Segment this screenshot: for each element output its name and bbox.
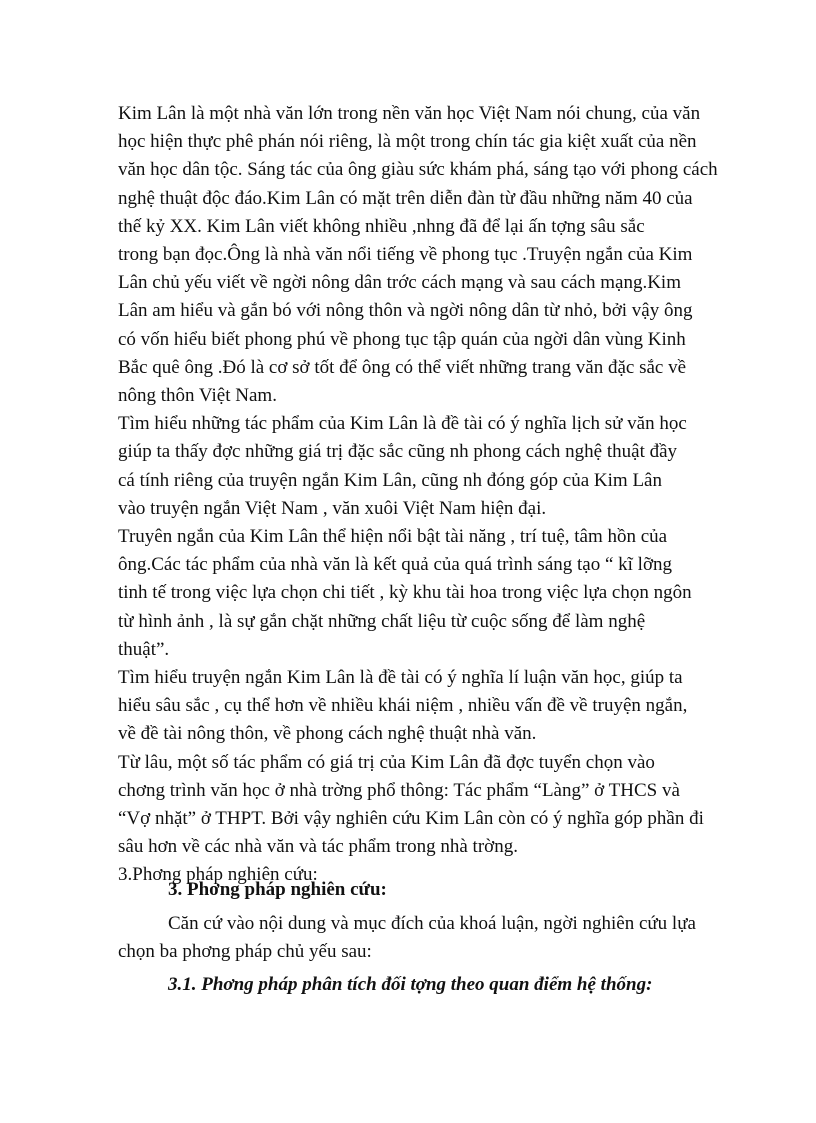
text-line: sâu hơn về các nhà văn và tác phẩm trong nhà trờng. [118,836,518,858]
text-line: “Vợ nhặt” ở THPT. Bởi vậy nghiên cứu Kim Lân còn có ý nghĩa góp phần đi [118,808,704,830]
text-line: Từ lâu, một số tác phẩm có giá trị của Kim Lân đã đợc tuyển chọn vào [118,751,655,773]
text-line: vào truyện ngắn Việt Nam , văn xuôi Việt Nam hiện đại. [118,497,547,519]
text-line: Bắc quê ông .Đó là cơ sở tốt để ông có thể viết những trang văn đặc sắc về [118,356,687,378]
text-line: thuật”. [118,638,170,660]
text-line: tinh tế trong việc lựa chọn chi tiết , kỳ khu tài hoa trong việc lựa chọn ngôn [118,582,692,604]
paragraph-talent [118,523,718,664]
section-heading: 3. Phơng pháp nghiên cứu: [168,879,387,900]
text-line: có vốn hiểu biết phong phú về phong tục tập quán của ngời dân vùng Kinh [118,328,686,350]
body-text [118,100,718,890]
text-line: chơng trình văn học ở nhà trờng phổ thông: Tác phẩm “Làng” ở THCS và [118,779,680,801]
text-line: Kim Lân là một nhà văn lớn trong nền văn học Việt Nam nói chung, của văn [118,103,701,124]
text-line: chọn ba phơng pháp chủ yếu sau: [118,941,372,963]
text-line: từ hình ảnh , là sự gắn chặt những chất liệu từ cuộc sống để làm nghệ [118,610,646,632]
text-line: cá tính riêng của truyện ngắn Kim Lân, cũng nh đóng góp của Kim Lân [118,469,662,491]
text-line: về đề tài nông thôn, về phong cách nghệ thuật nhà văn. [118,723,537,745]
text-line: hiểu sâu sắc , cụ thể hơn về nhiều khái niệm , nhiều vấn đề về truyện ngắn, [118,695,688,717]
paragraph-curriculum [118,749,718,862]
paragraph-theoretical-significance [118,664,718,749]
text-line: Căn cứ vào nội dung và mục đích của khoá luận, ngời nghiên cứu lựa [168,913,696,934]
paragraph-historical-significance [118,410,718,523]
text-line: Lân am hiểu và gắn bó với nông thôn và ngời nông dân từ nhỏ, bởi vậy ông [118,300,693,322]
text-line: giúp ta thấy đợc những giá trị đặc sắc cũng nh phong cách nghệ thuật đầy [118,441,678,463]
text-line: Lân chủ yếu viết về ngời nông dân trớc cách mạng và sau cách mạng.Kim [118,272,681,294]
paragraph-introduction [118,100,718,410]
text-line: Truyên ngắn của Kim Lân thể hiện nổi bật tài năng , trí tuệ, tâm hồn của [118,526,668,548]
text-line: ông.Các tác phẩm của nhà văn là kết quả của quá trình sáng tạo “ kĩ lỡng [118,554,672,576]
text-line: Tìm hiểu những tác phẩm của Kim Lân là đề tài có ý nghĩa lịch sử văn học [118,413,687,435]
text-line: thế kỷ XX. Kim Lân viết không nhiều ,nhng đã để lại ấn tợng sâu sắc [118,215,645,237]
subsection-heading: 3.1. Phơng pháp phân tích đối tợng theo quan điểm hệ thống: [168,974,653,995]
text-line: nông thôn Việt Nam. [118,385,277,407]
text-line: văn học dân tộc. Sáng tác của ông giàu sức khám phá, sáng tạo với phong cách [118,159,718,181]
text-line: 3.Phơng pháp nghiên cứu: [118,864,318,886]
text-line: Tìm hiểu truyện ngắn Kim Lân là đề tài có ý nghĩa lí luận văn học, giúp ta [118,667,683,689]
text-line: nghệ thuật độc đáo.Kim Lân có mặt trên diễn đàn từ đầu những năm 40 của [118,187,693,209]
method-intro [118,910,718,966]
text-line: học hiện thực phê phán nói riêng, là một trong chín tác gia kiệt xuất của nền [118,131,697,153]
text-line: trong bạn đọc.Ông là nhà văn nổi tiếng về phong tục .Truyện ngắn của Kim [118,244,693,266]
